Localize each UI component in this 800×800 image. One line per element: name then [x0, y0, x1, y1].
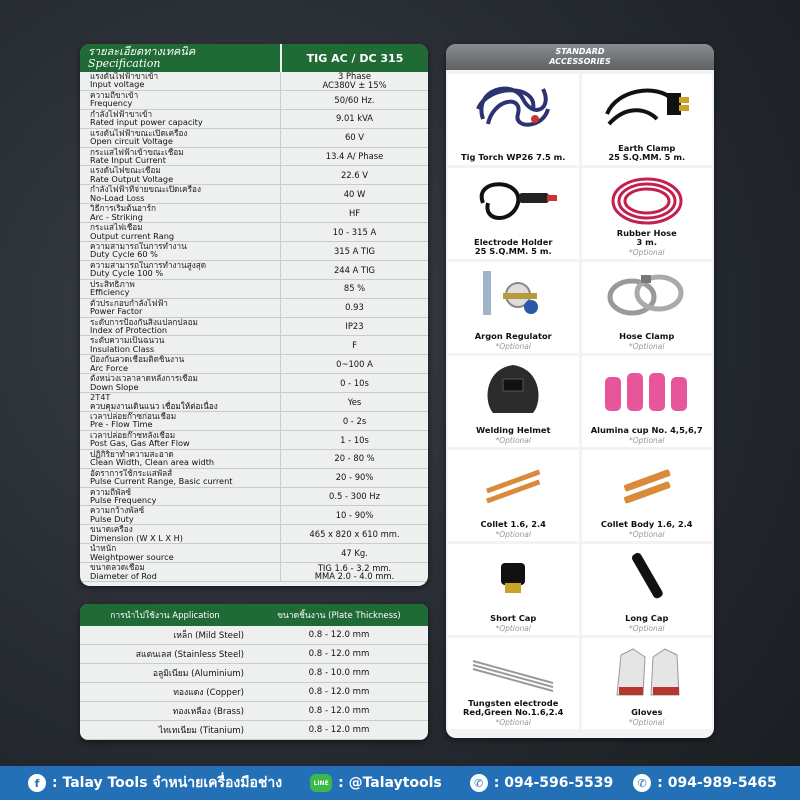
application-row [80, 721, 428, 740]
spec-label [80, 412, 280, 430]
application-row [80, 702, 428, 721]
alumina-cup-icon [582, 360, 713, 418]
accessory-name [582, 144, 713, 162]
spec-row [80, 91, 428, 110]
accessory-name [582, 614, 713, 623]
accessory-name-line: Gloves [631, 707, 663, 717]
spec-label-en: Down Slope [90, 381, 139, 392]
accessory-name-line: 25 S.Q.MM. 5 m. [474, 246, 552, 256]
spec-label-en: Duty Cycle 60 % [90, 249, 158, 260]
spec-label-th: น้ำหนัก [90, 544, 117, 554]
spec-row [80, 412, 428, 431]
accessory-item [448, 544, 579, 635]
spec-label-en: Pulse Frequency [90, 495, 157, 505]
spec-value [280, 91, 428, 109]
optional-label: *Optional [629, 342, 665, 351]
spec-value [280, 223, 428, 241]
spec-row [80, 129, 428, 148]
spec-row [80, 261, 428, 280]
electrode-holder-icon [448, 172, 579, 230]
spec-value [280, 488, 428, 506]
accessory-item [448, 168, 579, 259]
spec-row [80, 204, 428, 223]
accessory-name-line: Alumina cup No. 4,5,6,7 [590, 425, 703, 435]
spec-label-th: ความกว้างพัลซ์ [90, 506, 145, 516]
spec-row [80, 544, 428, 563]
accessories-panel [446, 44, 714, 738]
spec-label-en: Pulse Current Range, Basic current [90, 476, 233, 487]
spec-label-en: Dimension (W X L X H) [90, 532, 183, 543]
spec-value [280, 72, 428, 90]
tungsten-icon [448, 642, 579, 700]
accessory-name-line: Electrode Holder [474, 237, 553, 247]
accessory-name-line: Long Cap [625, 613, 669, 623]
spec-label [80, 318, 280, 336]
spec-value-line: 0.93 [345, 302, 364, 313]
plate-thickness: 0.8 - 12.0 mm [308, 649, 370, 659]
spec-label-en: Duty Cycle 100 % [90, 268, 164, 279]
accessories-grid [448, 74, 712, 729]
line-contact[interactable]: LINE : @Talaytools [310, 774, 442, 792]
application-table [80, 604, 428, 740]
accessory-item [448, 638, 579, 729]
facebook-icon: f [28, 774, 46, 792]
spec-value-line: IP23 [345, 321, 364, 332]
spec-value [280, 393, 428, 411]
spec-row [80, 185, 428, 204]
spec-value [280, 299, 428, 317]
spec-label [80, 72, 280, 90]
spec-value-line: 244 A TIG [333, 264, 376, 275]
spec-value [280, 431, 428, 449]
line-icon: LINE [310, 774, 332, 792]
spec-value [280, 544, 428, 562]
spec-label-en: Index of Protection [90, 324, 168, 335]
optional-label: *Optional [495, 718, 531, 727]
spec-label-en: Open circuit Voltage [90, 136, 173, 147]
phone-icon: ✆ [633, 774, 651, 792]
spec-value-line: 10 - 90% [335, 510, 374, 521]
spec-label-th: ระดับความเป็นฉนวน [90, 336, 165, 346]
spec-label [80, 223, 280, 241]
spec-row [80, 72, 428, 91]
accessory-name [582, 426, 713, 435]
spec-value-line: F [352, 340, 357, 351]
spec-value [280, 129, 428, 147]
spec-label-en: Pulse Duty [90, 513, 134, 524]
phone-icon: ✆ [470, 774, 488, 792]
spec-label [80, 469, 280, 487]
spec-label-en: Rate Input Current [90, 154, 166, 165]
spec-label [80, 431, 280, 449]
spec-label [80, 544, 280, 562]
spec-label [80, 280, 280, 298]
spec-value [280, 280, 428, 298]
spec-label-en: Rate Output Voltage [90, 173, 174, 184]
spec-row [80, 336, 428, 355]
spec-row [80, 469, 428, 488]
spec-label-th: ความถี่พัลซ์ [90, 487, 131, 497]
accessory-item [582, 638, 713, 729]
accessory-name-line: Tig Torch WP26 7.5 m. [461, 152, 566, 162]
material-name: สแตนเลส (Stainless Steel) [135, 650, 244, 660]
accessory-item [582, 168, 713, 259]
application-row [80, 683, 428, 702]
spec-label-th: วิธีการเริ่มต้นอาร์ก [90, 204, 156, 214]
spec-label [80, 488, 280, 506]
spec-label-th: กระแสไฟเชื่อม [90, 223, 143, 233]
plate-thickness: 0.8 - 12.0 mm [308, 630, 370, 640]
application-row [80, 664, 428, 683]
plate-thickness: 0.8 - 10.0 mm [308, 668, 370, 678]
spec-value [280, 166, 428, 184]
spec-label-th: ความสามารถในการทำงานสูงสุด [90, 260, 207, 270]
spec-label-en: Power Factor [90, 306, 143, 317]
gloves-icon [582, 642, 713, 700]
spec-value [280, 412, 428, 430]
contact-footer [0, 766, 800, 800]
application-header: การนำไปใช้งาน Application ขนาดชิ้นงาน (Plate Thickness) [80, 604, 428, 626]
accessory-name [448, 699, 579, 717]
spec-value [280, 242, 428, 260]
spec-label [80, 525, 280, 543]
accessory-name-line: Red,Green No.1.6,2.4 [463, 707, 564, 717]
spec-label [80, 129, 280, 147]
accessory-name [448, 238, 579, 256]
spec-label-th: กำลังไฟฟ้าที่จ่ายขณะเปิดเครื่อง [90, 185, 201, 195]
accessory-name-line: Tungsten electrode [468, 698, 559, 708]
spec-row [80, 431, 428, 450]
torch-icon [448, 78, 579, 136]
spec-value [280, 318, 428, 336]
specification-card [80, 44, 428, 586]
accessory-name-line: Rubber Hose [616, 228, 677, 238]
accessory-name-line: Welding Helmet [476, 425, 551, 435]
spec-label-th: กระแสไฟฟ้าเข้าขณะเชื่อม [90, 147, 184, 157]
phone-contact-2[interactable]: ✆ : 094-989-5465 [633, 774, 777, 792]
material-name: อลูมิเนียม (Aluminium) [152, 669, 244, 679]
spec-header [80, 44, 428, 72]
application-row [80, 645, 428, 664]
spec-row [80, 525, 428, 544]
spec-label-en: Frequency [90, 98, 133, 109]
spec-label-th: ป้องกันลวดเชื่อมติดชิ้นงาน [90, 355, 185, 365]
spec-label-en: Insulation Class [90, 343, 155, 354]
spec-value-line: 50/60 Hz. [334, 94, 375, 105]
spec-label [80, 563, 280, 581]
spec-label-th: ตั้งหน่วงเวลาลาดหลังการเชื่อม [90, 374, 198, 384]
spec-label-th: ความถี่ขาเข้า [90, 90, 139, 100]
spec-label-th: ระดับการป้องกันสิ่งแปลกปลอม [90, 317, 198, 327]
spec-value [280, 450, 428, 468]
accessory-item [448, 262, 579, 353]
hose-icon [582, 172, 713, 230]
spec-row [80, 280, 428, 299]
accessory-item [582, 74, 713, 165]
accessory-item [582, 356, 713, 447]
spec-value [280, 185, 428, 203]
spec-value-line: 1 - 10s [340, 434, 369, 445]
collet-body-icon [582, 454, 713, 512]
accessory-name [448, 332, 579, 341]
accessory-name-line: 3 m. [636, 237, 657, 247]
spec-value [280, 374, 428, 392]
spec-label-th: ความสามารถในการทำงาน [90, 242, 187, 252]
spec-label [80, 374, 280, 392]
spec-value-line: 20 - 90% [335, 472, 374, 483]
spec-value [280, 469, 428, 487]
material-name: ทองแดง (Copper) [173, 688, 244, 698]
spec-label [80, 261, 280, 279]
spec-row [80, 148, 428, 167]
optional-label: *Optional [629, 436, 665, 445]
spec-label-th: ประสิทธิภาพ [90, 279, 135, 289]
plate-thickness: 0.8 - 12.0 mm [308, 725, 370, 735]
spec-value-line: 315 A TIG [333, 245, 376, 256]
short-cap-icon [448, 548, 579, 606]
spec-label [80, 166, 280, 184]
spec-label-th: กำลังไฟฟ้าขาเข้า [90, 109, 153, 119]
spec-model: TIG AC / DC 315 [280, 44, 428, 72]
spec-label-en: Output current Rang [90, 230, 175, 241]
plate-thickness: 0.8 - 12.0 mm [308, 687, 370, 697]
spec-label-th: เวลาปล่อยก๊าซก่อนเชื่อม [90, 412, 177, 422]
spec-row [80, 242, 428, 261]
spec-row [80, 393, 428, 412]
spec-label [80, 450, 280, 468]
accessory-name [448, 426, 579, 435]
long-cap-icon [582, 548, 713, 606]
spec-value-line: 0 - 2s [342, 415, 367, 426]
spec-label [80, 91, 280, 109]
spec-value [280, 506, 428, 524]
spec-value-line: Yes [347, 396, 362, 407]
spec-row [80, 166, 428, 185]
spec-label-th: แรงดันไฟฟ้าขณะเปิดเครื่อง [90, 128, 188, 138]
material-name: ไทเทเนียม (Titanium) [158, 726, 244, 736]
collet-icon [448, 454, 579, 512]
spec-value-line: 465 x 820 x 610 mm. [309, 529, 400, 540]
optional-label: *Optional [495, 342, 531, 351]
optional-label: *Optional [495, 530, 531, 539]
spec-label [80, 242, 280, 260]
spec-label [80, 393, 280, 411]
spec-value-line: 20 - 80 % [334, 453, 375, 464]
spec-value-line: HF [348, 207, 361, 218]
spec-label-th: ตัวประกอบกำลังไฟฟ้า [90, 298, 168, 308]
spec-label-th: ขนาดลวดเชื่อม [90, 563, 145, 573]
spec-label [80, 110, 280, 128]
accessory-item [582, 262, 713, 353]
spec-label [80, 204, 280, 222]
spec-label-en: No-Load Loss [90, 192, 145, 203]
spec-value-line: MMA 2.0 - 4.0 mm. [314, 571, 395, 582]
spec-label-th: แรงดันไฟฟ้าขาเข้า [90, 72, 159, 81]
accessory-name-line: Earth Clamp [618, 143, 676, 153]
spec-value-line: 0.5 - 300 Hz [328, 491, 380, 502]
spec-value-line: 60 V [344, 132, 365, 143]
spec-row [80, 488, 428, 507]
spec-value-line: 3 Phase [337, 71, 371, 82]
spec-value-line: 0~100 A [336, 359, 373, 369]
spec-label-en: Input voltage [90, 79, 145, 90]
accessory-item [582, 450, 713, 541]
spec-label-en: Efficiency [90, 287, 130, 298]
spec-value-line: 9.01 kVA [335, 113, 374, 124]
spec-label-en: Pre - Flow Time [90, 419, 153, 430]
accessory-item [448, 74, 579, 165]
spec-row [80, 223, 428, 242]
spec-label-en: Post Gas, Gas After Flow [90, 438, 190, 449]
spec-label-th: แรงดันไฟขณะเชื่อม [90, 166, 161, 176]
accessory-name-line: Short Cap [490, 613, 537, 623]
facebook-contact[interactable]: f : Talay Tools จำหน่ายเครื่องมือช่าง [28, 772, 282, 794]
spec-label-en: ควบคุมงานเดินแนว เชื่อมให้ต่อเนื่อง [90, 400, 218, 411]
spec-label [80, 506, 280, 524]
spec-label-en: Weightpower source [90, 551, 174, 562]
earth-clamp-icon [582, 78, 713, 136]
spec-row [80, 355, 428, 374]
optional-label: *Optional [629, 530, 665, 539]
spec-header-title: รายละเอียดทางเทคนิค Specification [88, 45, 196, 70]
spec-label-th: 2T4T [90, 393, 111, 403]
plate-thickness: 0.8 - 12.0 mm [308, 706, 370, 716]
spec-value-line: 22.6 V [340, 170, 369, 181]
accessory-name [582, 708, 713, 717]
accessory-name [582, 520, 713, 529]
phone-contact-1[interactable]: ✆ : 094-596-5539 [470, 774, 614, 792]
spec-value-line: 10 - 315 A [332, 226, 377, 237]
spec-row [80, 318, 428, 337]
accessories-header: STANDARD ACCESSORIES [446, 44, 714, 70]
spec-row [80, 299, 428, 318]
spec-value-line: 0 - 10s [340, 377, 369, 388]
spec-label-en: Arc Force [90, 362, 129, 373]
accessory-name [448, 153, 579, 162]
spec-value-line: 47 Kg. [341, 547, 368, 558]
accessory-name-line: Argon Regulator [474, 331, 552, 341]
spec-value [280, 261, 428, 279]
spec-row [80, 563, 428, 582]
spec-label-th: ปฏิกิริยาทำความสะอาด [90, 449, 174, 459]
spec-label-en: Diameter of Rod [90, 570, 157, 581]
hose-clamp-icon [582, 266, 713, 324]
spec-label-th: เวลาปล่อยก๊าซหลังเชื่อม [90, 430, 176, 440]
spec-value-line: 85 % [343, 283, 366, 294]
accessory-item [448, 450, 579, 541]
spec-label-en: Arc - Striking [90, 211, 143, 222]
spec-label [80, 148, 280, 166]
accessory-name-line: Hose Clamp [619, 331, 675, 341]
regulator-icon [448, 266, 579, 324]
accessory-name [582, 332, 713, 341]
spec-row [80, 110, 428, 129]
optional-label: *Optional [629, 718, 665, 727]
spec-label [80, 299, 280, 317]
application-row [80, 626, 428, 645]
optional-label: *Optional [629, 248, 665, 257]
optional-label: *Optional [495, 436, 531, 445]
helmet-icon [448, 360, 579, 418]
optional-label: *Optional [495, 624, 531, 633]
spec-label [80, 355, 280, 373]
spec-value-line: 13.4 A/ Phase [325, 151, 384, 162]
material-name: ทองเหลือง (Brass) [172, 707, 244, 717]
spec-table [80, 72, 428, 582]
spec-row [80, 374, 428, 393]
accessory-name-line: Collet 1.6, 2.4 [480, 519, 546, 529]
spec-value [280, 525, 428, 543]
spec-value-line: AC380V ± 15% [322, 79, 387, 90]
spec-label [80, 185, 280, 203]
spec-label-en: Rated input power capacity [90, 117, 203, 128]
material-name: เหล็ก (Mild Steel) [173, 631, 244, 641]
spec-row [80, 506, 428, 525]
spec-label [80, 336, 280, 354]
spec-value-line: 40 W [343, 188, 366, 199]
spec-value [280, 336, 428, 354]
spec-label-th: อัตราการใช้กระแสพัลส์ [90, 468, 173, 478]
spec-value [280, 110, 428, 128]
accessory-name-line: 25 S.Q.MM. 5 m. [608, 152, 686, 162]
accessory-name [582, 229, 713, 247]
optional-label: *Optional [629, 624, 665, 633]
accessory-name-line: Collet Body 1.6, 2.4 [600, 519, 693, 529]
spec-label-en: Clean Width, Clean area width [90, 457, 215, 468]
spec-value [280, 355, 428, 373]
spec-row [80, 450, 428, 469]
accessory-item [448, 356, 579, 447]
accessory-item [582, 544, 713, 635]
spec-value-line: TIG 1.6 - 3.2 mm. [317, 562, 392, 573]
spec-label-th: ขนาดเครื่อง [90, 525, 133, 535]
spec-value [280, 148, 428, 166]
accessory-name [448, 520, 579, 529]
accessory-name [448, 614, 579, 623]
spec-value [280, 563, 428, 581]
spec-value [280, 204, 428, 222]
